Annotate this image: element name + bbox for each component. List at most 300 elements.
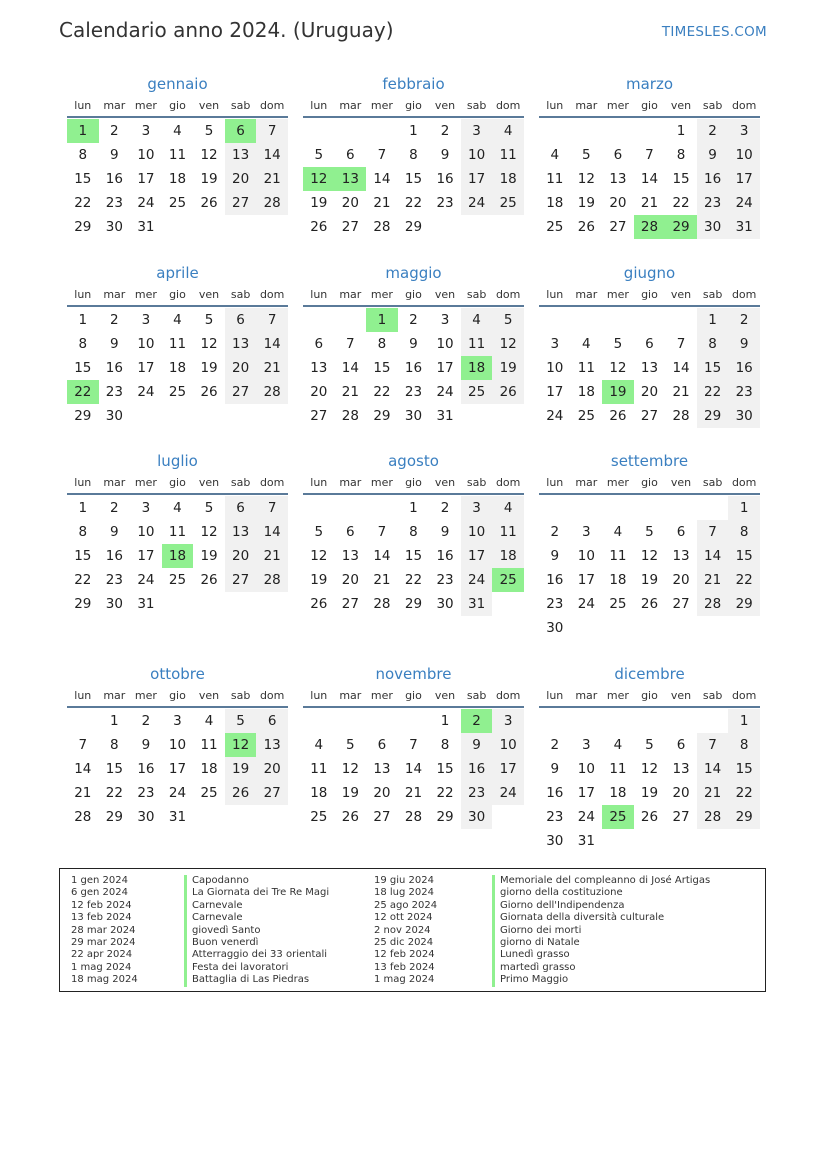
day-cell[interactable]: 29 (105, 809, 123, 825)
day-cell[interactable]: 14 (256, 520, 288, 544)
day-cell[interactable]: 8 (409, 524, 418, 540)
day-cell[interactable]: 8 (377, 336, 387, 352)
day-cell[interactable]: 14 (672, 360, 690, 376)
day-cell[interactable]: 2 (461, 709, 493, 733)
day-cell[interactable]: 23 (436, 195, 454, 211)
day-cell[interactable]: 2 (440, 123, 450, 139)
day-cell[interactable]: 26 (640, 596, 659, 612)
day-cell[interactable]: 5 (613, 336, 623, 352)
day-cell[interactable]: 23 (105, 384, 123, 400)
day-cell[interactable]: 21 (341, 384, 359, 400)
day-cell[interactable]: 11 (609, 761, 627, 777)
day-cell[interactable]: 17 (436, 360, 454, 376)
day-cell[interactable]: 2 (728, 308, 760, 332)
day-cell[interactable]: 18 (461, 356, 493, 380)
day-cell[interactable]: 6 (676, 737, 686, 753)
day-cell[interactable]: 14 (373, 548, 391, 564)
day-cell[interactable]: 13 (609, 171, 627, 187)
day-cell[interactable]: 18 (168, 360, 187, 376)
day-cell[interactable]: 20 (341, 572, 359, 588)
day-cell[interactable]: 4 (613, 737, 623, 753)
day-cell[interactable]: 23 (137, 785, 155, 801)
day-cell[interactable]: 22 (404, 195, 423, 211)
day-cell[interactable]: 8 (409, 147, 418, 163)
day-cell[interactable]: 22 (404, 572, 423, 588)
day-cell[interactable]: 19 (225, 757, 257, 781)
day-cell[interactable]: 16 (105, 360, 123, 376)
day-cell[interactable]: 28 (256, 380, 288, 404)
day-cell[interactable]: 26 (310, 596, 328, 612)
day-cell[interactable]: 16 (105, 548, 123, 564)
day-cell[interactable]: 24 (461, 191, 493, 215)
day-cell[interactable]: 8 (78, 336, 88, 352)
day-cell[interactable]: 22 (373, 384, 391, 400)
day-cell[interactable]: 25 (577, 408, 595, 424)
day-cell[interactable]: 11 (461, 332, 493, 356)
day-cell[interactable]: 7 (697, 520, 729, 544)
day-cell[interactable]: 30 (728, 404, 760, 428)
day-cell[interactable]: 9 (697, 143, 729, 167)
day-cell[interactable]: 10 (436, 336, 454, 352)
day-cell[interactable]: 29 (436, 809, 454, 825)
day-cell[interactable]: 11 (577, 360, 595, 376)
day-cell[interactable]: 12 (609, 360, 627, 376)
day-cell[interactable]: 11 (492, 520, 524, 544)
day-cell[interactable]: 20 (672, 572, 690, 588)
day-cell[interactable]: 21 (404, 785, 423, 801)
day-cell[interactable]: 26 (200, 572, 218, 588)
day-cell[interactable]: 5 (225, 709, 257, 733)
day-cell[interactable]: 28 (256, 568, 288, 592)
day-cell[interactable]: 13 (310, 360, 328, 376)
day-cell[interactable]: 21 (697, 568, 729, 592)
day-cell[interactable]: 1 (697, 308, 729, 332)
day-cell[interactable]: 21 (697, 781, 729, 805)
day-cell[interactable]: 31 (728, 215, 760, 239)
day-cell[interactable]: 1 (676, 123, 686, 139)
day-cell[interactable]: 17 (168, 761, 187, 777)
day-cell[interactable]: 1 (366, 308, 398, 332)
day-cell[interactable]: 18 (609, 785, 627, 801)
day-cell[interactable]: 22 (728, 781, 760, 805)
day-cell[interactable]: 3 (461, 119, 493, 143)
day-cell[interactable]: 6 (377, 737, 387, 753)
day-cell[interactable]: 24 (546, 408, 564, 424)
day-cell[interactable]: 20 (310, 384, 328, 400)
day-cell[interactable]: 8 (78, 147, 88, 163)
day-cell[interactable]: 26 (609, 408, 627, 424)
day-cell[interactable]: 20 (256, 757, 288, 781)
day-cell[interactable]: 11 (310, 761, 328, 777)
day-cell[interactable]: 31 (168, 809, 187, 825)
day-cell[interactable]: 6 (225, 119, 257, 143)
day-cell[interactable]: 21 (672, 384, 690, 400)
day-cell[interactable]: 27 (640, 408, 659, 424)
day-cell[interactable]: 1 (728, 496, 760, 520)
day-cell[interactable]: 11 (492, 143, 524, 167)
day-cell[interactable]: 12 (225, 733, 257, 757)
day-cell[interactable]: 3 (440, 312, 450, 328)
day-cell[interactable]: 2 (550, 524, 560, 540)
day-cell[interactable]: 19 (200, 360, 218, 376)
day-cell[interactable]: 26 (200, 384, 218, 400)
day-cell[interactable]: 19 (492, 356, 524, 380)
day-cell[interactable]: 27 (672, 596, 690, 612)
day-cell[interactable]: 27 (341, 596, 359, 612)
day-cell[interactable]: 27 (256, 781, 288, 805)
day-cell[interactable]: 4 (492, 496, 524, 520)
day-cell[interactable]: 14 (697, 757, 729, 781)
day-cell[interactable]: 10 (137, 524, 155, 540)
day-cell[interactable]: 20 (640, 384, 659, 400)
day-cell[interactable]: 9 (409, 336, 418, 352)
day-cell[interactable]: 3 (141, 123, 151, 139)
day-cell[interactable]: 18 (168, 171, 187, 187)
day-cell[interactable]: 16 (728, 356, 760, 380)
day-cell[interactable]: 25 (492, 191, 524, 215)
day-cell[interactable]: 23 (436, 572, 454, 588)
day-cell[interactable]: 19 (200, 171, 218, 187)
day-cell[interactable]: 14 (256, 332, 288, 356)
day-cell[interactable]: 4 (550, 147, 560, 163)
day-cell[interactable]: 2 (110, 500, 119, 516)
day-cell[interactable]: 10 (577, 548, 595, 564)
day-cell[interactable]: 7 (697, 733, 729, 757)
day-cell[interactable]: 25 (546, 219, 564, 235)
day-cell[interactable]: 20 (341, 195, 359, 211)
day-cell[interactable]: 28 (256, 191, 288, 215)
day-cell[interactable]: 28 (672, 408, 690, 424)
day-cell[interactable]: 17 (577, 572, 595, 588)
day-cell[interactable]: 17 (492, 757, 524, 781)
day-cell[interactable]: 15 (404, 171, 423, 187)
day-cell[interactable]: 28 (373, 596, 391, 612)
day-cell[interactable]: 8 (78, 524, 88, 540)
day-cell[interactable]: 30 (105, 596, 123, 612)
day-cell[interactable]: 23 (105, 195, 123, 211)
day-cell[interactable]: 10 (461, 520, 493, 544)
day-cell[interactable]: 11 (168, 524, 187, 540)
day-cell[interactable]: 23 (105, 572, 123, 588)
day-cell[interactable]: 25 (609, 596, 627, 612)
day-cell[interactable]: 11 (200, 737, 218, 753)
day-cell[interactable]: 5 (204, 312, 214, 328)
day-cell[interactable]: 24 (577, 596, 595, 612)
day-cell[interactable]: 23 (546, 809, 564, 825)
day-cell[interactable]: 4 (461, 308, 493, 332)
day-cell[interactable]: 8 (110, 737, 119, 753)
day-cell[interactable]: 24 (168, 785, 187, 801)
day-cell[interactable]: 29 (404, 596, 423, 612)
day-cell[interactable]: 12 (640, 761, 659, 777)
day-cell[interactable]: 8 (697, 332, 729, 356)
day-cell[interactable]: 7 (676, 336, 686, 352)
day-cell[interactable]: 5 (645, 524, 654, 540)
day-cell[interactable]: 25 (200, 785, 218, 801)
day-cell[interactable]: 18 (546, 195, 564, 211)
day-cell[interactable]: 19 (577, 195, 595, 211)
day-cell[interactable]: 10 (137, 147, 155, 163)
day-cell[interactable]: 4 (204, 713, 214, 729)
day-cell[interactable]: 21 (256, 167, 288, 191)
day-cell[interactable]: 14 (373, 171, 391, 187)
day-cell[interactable]: 20 (672, 785, 690, 801)
day-cell[interactable]: 28 (634, 215, 666, 239)
day-cell[interactable]: 9 (550, 548, 560, 564)
day-cell[interactable]: 3 (582, 737, 591, 753)
day-cell[interactable]: 12 (341, 761, 359, 777)
day-cell[interactable]: 16 (404, 360, 423, 376)
day-cell[interactable]: 30 (546, 620, 564, 636)
day-cell[interactable]: 15 (74, 171, 92, 187)
day-cell[interactable]: 5 (314, 524, 324, 540)
day-cell[interactable]: 22 (74, 195, 92, 211)
day-cell[interactable]: 17 (137, 360, 155, 376)
day-cell[interactable]: 16 (461, 757, 493, 781)
day-cell[interactable]: 21 (256, 356, 288, 380)
day-cell[interactable]: 30 (461, 805, 493, 829)
day-cell[interactable]: 24 (492, 781, 524, 805)
day-cell[interactable]: 3 (550, 336, 560, 352)
day-cell[interactable]: 24 (137, 195, 155, 211)
day-cell[interactable]: 2 (550, 737, 560, 753)
day-cell[interactable]: 13 (335, 167, 367, 191)
day-cell[interactable]: 3 (461, 496, 493, 520)
day-cell[interactable]: 27 (341, 219, 359, 235)
day-cell[interactable]: 30 (697, 215, 729, 239)
day-cell[interactable]: 27 (609, 219, 627, 235)
day-cell[interactable]: 14 (74, 761, 92, 777)
day-cell[interactable]: 24 (137, 384, 155, 400)
day-cell[interactable]: 5 (314, 147, 324, 163)
day-cell[interactable]: 18 (492, 544, 524, 568)
day-cell[interactable]: 1 (78, 500, 88, 516)
day-cell[interactable]: 30 (436, 596, 454, 612)
day-cell[interactable]: 7 (256, 119, 288, 143)
day-cell[interactable]: 21 (640, 195, 659, 211)
day-cell[interactable]: 17 (728, 167, 760, 191)
day-cell[interactable]: 28 (697, 592, 729, 616)
day-cell[interactable]: 10 (577, 761, 595, 777)
day-cell[interactable]: 23 (697, 191, 729, 215)
day-cell[interactable]: 27 (373, 809, 391, 825)
day-cell[interactable]: 8 (676, 147, 686, 163)
day-cell[interactable]: 2 (440, 500, 450, 516)
day-cell[interactable]: 7 (346, 336, 355, 352)
day-cell[interactable]: 27 (672, 809, 690, 825)
day-cell[interactable]: 15 (728, 544, 760, 568)
day-cell[interactable]: 1 (78, 312, 88, 328)
day-cell[interactable]: 24 (436, 384, 454, 400)
day-cell[interactable]: 16 (137, 761, 155, 777)
day-cell[interactable]: 26 (577, 219, 595, 235)
day-cell[interactable]: 4 (173, 500, 182, 516)
day-cell[interactable]: 14 (640, 171, 659, 187)
day-cell[interactable]: 1 (409, 500, 418, 516)
day-cell[interactable]: 25 (602, 805, 634, 829)
day-cell[interactable]: 24 (137, 572, 155, 588)
day-cell[interactable]: 19 (602, 380, 634, 404)
day-cell[interactable]: 18 (609, 572, 627, 588)
day-cell[interactable]: 11 (546, 171, 564, 187)
day-cell[interactable]: 9 (440, 147, 450, 163)
day-cell[interactable]: 29 (404, 219, 423, 235)
day-cell[interactable]: 10 (461, 143, 493, 167)
day-cell[interactable]: 1 (110, 713, 119, 729)
day-cell[interactable]: 19 (310, 572, 328, 588)
day-cell[interactable]: 12 (310, 548, 328, 564)
day-cell[interactable]: 18 (577, 384, 595, 400)
day-cell[interactable]: 11 (168, 336, 187, 352)
day-cell[interactable]: 14 (404, 761, 423, 777)
day-cell[interactable]: 14 (256, 143, 288, 167)
day-cell[interactable]: 16 (546, 572, 564, 588)
day-cell[interactable]: 16 (436, 548, 454, 564)
day-cell[interactable]: 9 (110, 336, 119, 352)
day-cell[interactable]: 21 (373, 572, 391, 588)
day-cell[interactable]: 29 (74, 408, 92, 424)
day-cell[interactable]: 28 (697, 805, 729, 829)
day-cell[interactable]: 13 (225, 143, 257, 167)
day-cell[interactable]: 8 (440, 737, 450, 753)
day-cell[interactable]: 23 (404, 384, 423, 400)
day-cell[interactable]: 17 (137, 548, 155, 564)
day-cell[interactable]: 16 (105, 171, 123, 187)
day-cell[interactable]: 29 (697, 404, 729, 428)
day-cell[interactable]: 27 (225, 568, 257, 592)
day-cell[interactable]: 21 (74, 785, 92, 801)
day-cell[interactable]: 15 (105, 761, 123, 777)
day-cell[interactable]: 26 (492, 380, 524, 404)
day-cell[interactable]: 6 (676, 524, 686, 540)
day-cell[interactable]: 29 (373, 408, 391, 424)
day-cell[interactable]: 17 (577, 785, 595, 801)
day-cell[interactable]: 24 (728, 191, 760, 215)
day-cell[interactable]: 30 (105, 408, 123, 424)
day-cell[interactable]: 20 (225, 356, 257, 380)
day-cell[interactable]: 9 (461, 733, 493, 757)
day-cell[interactable]: 6 (225, 496, 257, 520)
day-cell[interactable]: 27 (310, 408, 328, 424)
day-cell[interactable]: 22 (436, 785, 454, 801)
day-cell[interactable]: 29 (728, 592, 760, 616)
day-cell[interactable]: 6 (314, 336, 324, 352)
day-cell[interactable]: 23 (728, 380, 760, 404)
day-cell[interactable]: 18 (162, 544, 194, 568)
day-cell[interactable]: 13 (225, 332, 257, 356)
day-cell[interactable]: 15 (436, 761, 454, 777)
day-cell[interactable]: 7 (409, 737, 418, 753)
day-cell[interactable]: 14 (697, 544, 729, 568)
day-cell[interactable]: 26 (225, 781, 257, 805)
day-cell[interactable]: 22 (672, 195, 690, 211)
day-cell[interactable]: 31 (137, 596, 155, 612)
day-cell[interactable]: 15 (728, 757, 760, 781)
day-cell[interactable]: 13 (672, 761, 690, 777)
day-cell[interactable]: 4 (173, 312, 182, 328)
day-cell[interactable]: 30 (137, 809, 155, 825)
day-cell[interactable]: 19 (640, 572, 659, 588)
day-cell[interactable]: 5 (645, 737, 654, 753)
day-cell[interactable]: 22 (728, 568, 760, 592)
day-cell[interactable]: 12 (200, 524, 218, 540)
day-cell[interactable]: 5 (582, 147, 591, 163)
day-cell[interactable]: 4 (173, 123, 182, 139)
day-cell[interactable]: 21 (373, 195, 391, 211)
day-cell[interactable]: 17 (137, 171, 155, 187)
day-cell[interactable]: 6 (256, 709, 288, 733)
day-cell[interactable]: 28 (373, 219, 391, 235)
day-cell[interactable]: 9 (550, 761, 560, 777)
day-cell[interactable]: 28 (341, 408, 359, 424)
day-cell[interactable]: 6 (346, 147, 355, 163)
day-cell[interactable]: 31 (137, 219, 155, 235)
day-cell[interactable]: 9 (110, 524, 119, 540)
day-cell[interactable]: 3 (141, 312, 151, 328)
day-cell[interactable]: 1 (67, 119, 99, 143)
day-cell[interactable]: 6 (645, 336, 654, 352)
day-cell[interactable]: 25 (461, 380, 493, 404)
brand-logo[interactable]: TIMESLES.COM (661, 24, 767, 40)
day-cell[interactable]: 24 (577, 809, 595, 825)
day-cell[interactable]: 17 (461, 544, 493, 568)
day-cell[interactable]: 10 (168, 737, 187, 753)
day-cell[interactable]: 15 (697, 356, 729, 380)
day-cell[interactable]: 22 (697, 380, 729, 404)
day-cell[interactable]: 26 (200, 195, 218, 211)
day-cell[interactable]: 19 (640, 785, 659, 801)
day-cell[interactable]: 1 (440, 713, 450, 729)
day-cell[interactable]: 26 (341, 809, 359, 825)
day-cell[interactable]: 20 (609, 195, 627, 211)
day-cell[interactable]: 25 (310, 809, 328, 825)
day-cell[interactable]: 9 (728, 332, 760, 356)
day-cell[interactable]: 15 (373, 360, 391, 376)
day-cell[interactable]: 28 (74, 809, 92, 825)
day-cell[interactable]: 2 (110, 123, 119, 139)
day-cell[interactable]: 30 (105, 219, 123, 235)
day-cell[interactable]: 15 (404, 548, 423, 564)
day-cell[interactable]: 18 (310, 785, 328, 801)
day-cell[interactable]: 8 (728, 520, 760, 544)
day-cell[interactable]: 5 (204, 123, 214, 139)
day-cell[interactable]: 12 (577, 171, 595, 187)
day-cell[interactable]: 23 (546, 596, 564, 612)
day-cell[interactable]: 29 (74, 219, 92, 235)
day-cell[interactable]: 7 (377, 147, 387, 163)
day-cell[interactable]: 26 (640, 809, 659, 825)
day-cell[interactable]: 13 (373, 761, 391, 777)
day-cell[interactable]: 3 (173, 713, 182, 729)
day-cell[interactable]: 10 (492, 733, 524, 757)
day-cell[interactable]: 11 (168, 147, 187, 163)
day-cell[interactable]: 2 (697, 119, 729, 143)
day-cell[interactable]: 13 (672, 548, 690, 564)
day-cell[interactable]: 29 (728, 805, 760, 829)
day-cell[interactable]: 16 (436, 171, 454, 187)
day-cell[interactable]: 4 (314, 737, 324, 753)
day-cell[interactable]: 12 (303, 167, 335, 191)
day-cell[interactable]: 17 (461, 167, 493, 191)
day-cell[interactable]: 16 (697, 167, 729, 191)
day-cell[interactable]: 2 (409, 312, 418, 328)
day-cell[interactable]: 3 (728, 119, 760, 143)
day-cell[interactable]: 17 (546, 384, 564, 400)
day-cell[interactable]: 26 (310, 219, 328, 235)
day-cell[interactable]: 3 (582, 524, 591, 540)
day-cell[interactable]: 19 (310, 195, 328, 211)
day-cell[interactable]: 29 (665, 215, 697, 239)
